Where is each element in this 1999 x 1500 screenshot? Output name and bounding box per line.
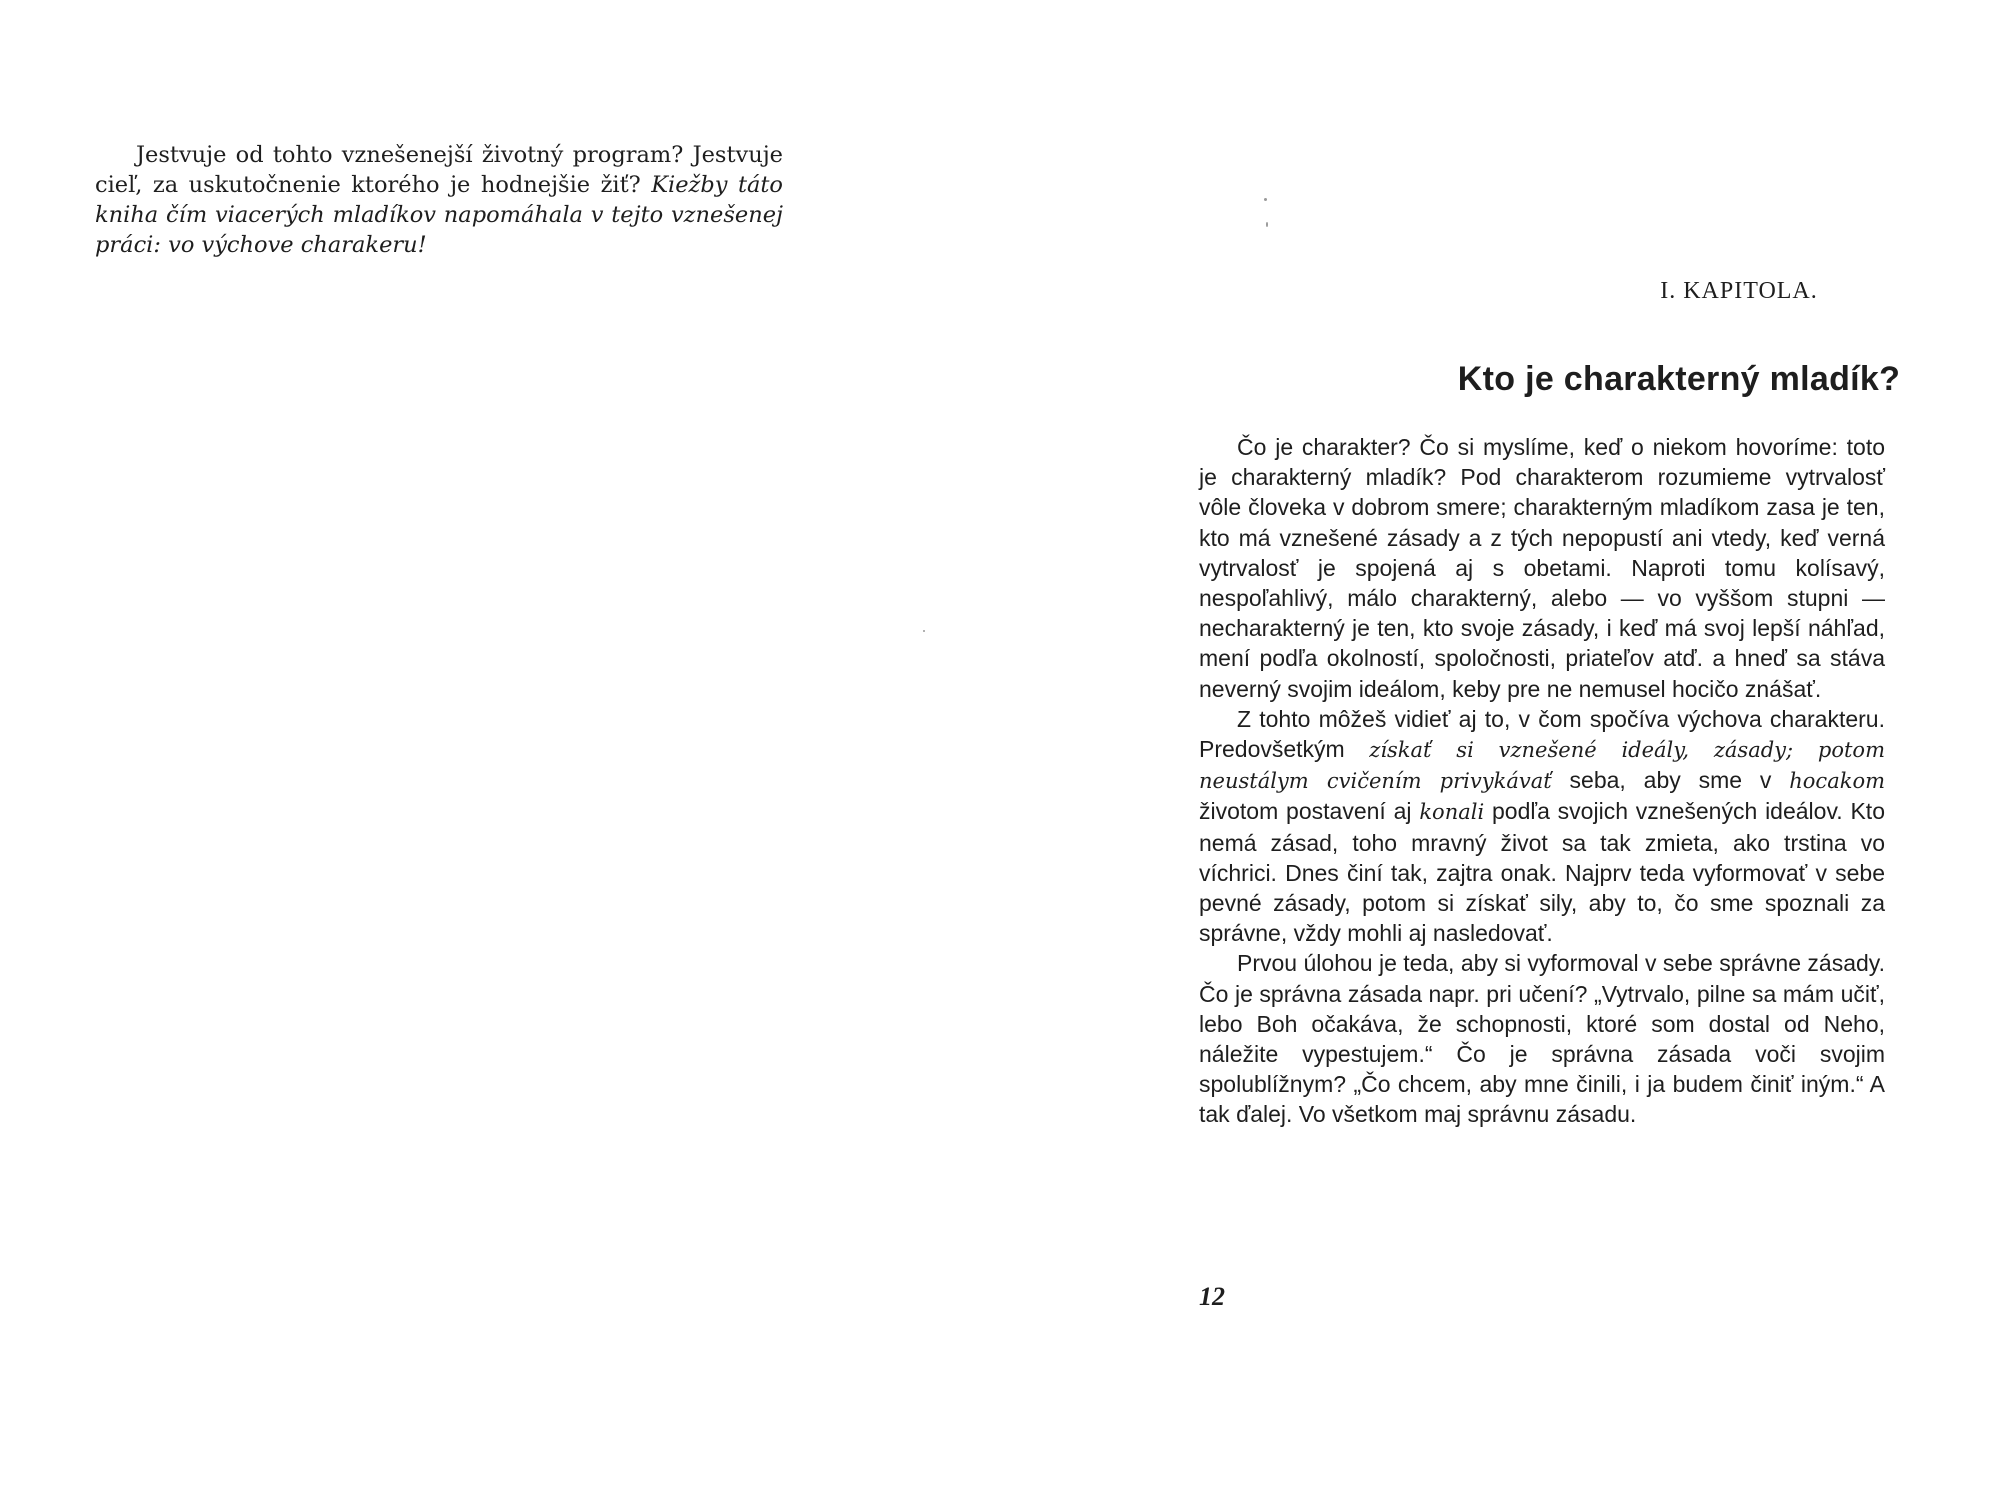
body-paragraph-2 (1199, 704, 1885, 949)
italic-segment: konali (1419, 800, 1485, 825)
text-segment: životom postavení aj (1199, 798, 1420, 825)
chapter-body (1199, 432, 1885, 1130)
right-page (999, 0, 1999, 1500)
paper-speck (1266, 222, 1268, 227)
text-segment: Prvou úlohou je teda, aby si vyformoval v sebe správne zásady. Čo je správna zásada napr. pri učení? „Vytrvalo, pilne sa mám učiť, lebo Boh očakáva, že schopnosti, ktoré som dostal od Neho, náležite vypestujem.“ Čo je správna zásada voči svojim spolublížnym? „Čo chcem, aby mne činili, i ja budem činiť iným.“ A tak ďalej. Vo všetkom maj správnu zásadu. (1199, 950, 1885, 1128)
text-segment: Čo je charakter? Čo si myslíme, keď o niekom hovoríme: toto je charakterný mladík? Pod charakterom rozumieme vytrvalosť vôle človeka v dobrom smere; charakterným mladíkom zasa je ten, kto má vznešené zásady a z tých nepopustí ani vtedy, keď verná vytrvalosť je spojená aj s obetami. Naproti tomu kolísavý, nespoľahlivý, málo charakterný, alebo — vo vyššom stupni — necharakterný je ten, kto svoje zásady, i keď má svoj lepší náhľad, mení podľa okolností, spoločnosti, priateľov atď. a hneď sa stáva neverný svojim ideálom, keby pre ne nemusel hocičo znášať. (1199, 434, 1885, 702)
left-paragraph (95, 140, 783, 260)
left-page-paragraph (95, 140, 783, 260)
text-segment: seba, aby sme v (1551, 767, 1790, 794)
left-paragraph-segment-2: Kiežby táto kniha čím viacerých mladíkov napomáhala v tejto vznešenej práci: vo výchove charakeru! (95, 172, 783, 258)
text-segment: Z tohto môžeš vidieť aj to, v čom spočíva výchova charakteru. Predovšetkým (1199, 705, 1885, 763)
left-page (0, 0, 999, 1500)
italic-segment: hocakom (1789, 769, 1885, 794)
paper-speck (923, 630, 925, 632)
chapter-label: I. KAPITOLA. (1660, 278, 1818, 304)
left-paragraph-segment-1: Jestvuje od tohto vznešenejší životný program? Jestvuje cieľ, za uskutočnenie ktorého je hodnejšie žiť? (95, 142, 783, 198)
chapter-title: Kto je charakterný mladík? (1457, 360, 1901, 398)
paper-speck (1264, 198, 1267, 201)
body-paragraph-3 (1199, 948, 1885, 1129)
body-paragraph-1 (1199, 432, 1885, 704)
italic-segment: získať si vznešené ideály, zásady; potom neustálym cvičením privykávať (1199, 738, 1885, 794)
page-number: 12 (1199, 1282, 1225, 1311)
text-segment: podľa svojich vznešených ideálov. Kto nemá zásad, toho mravný život sa tak zmieta, ako trstina vo víchrici. Dnes činí tak, zajtra onak. Najprv teda vyformovať v sebe pevné zásady, potom si získať sily, aby to, čo sme spoznali za správne, vždy mohli aj nasledovať. (1199, 798, 1885, 947)
